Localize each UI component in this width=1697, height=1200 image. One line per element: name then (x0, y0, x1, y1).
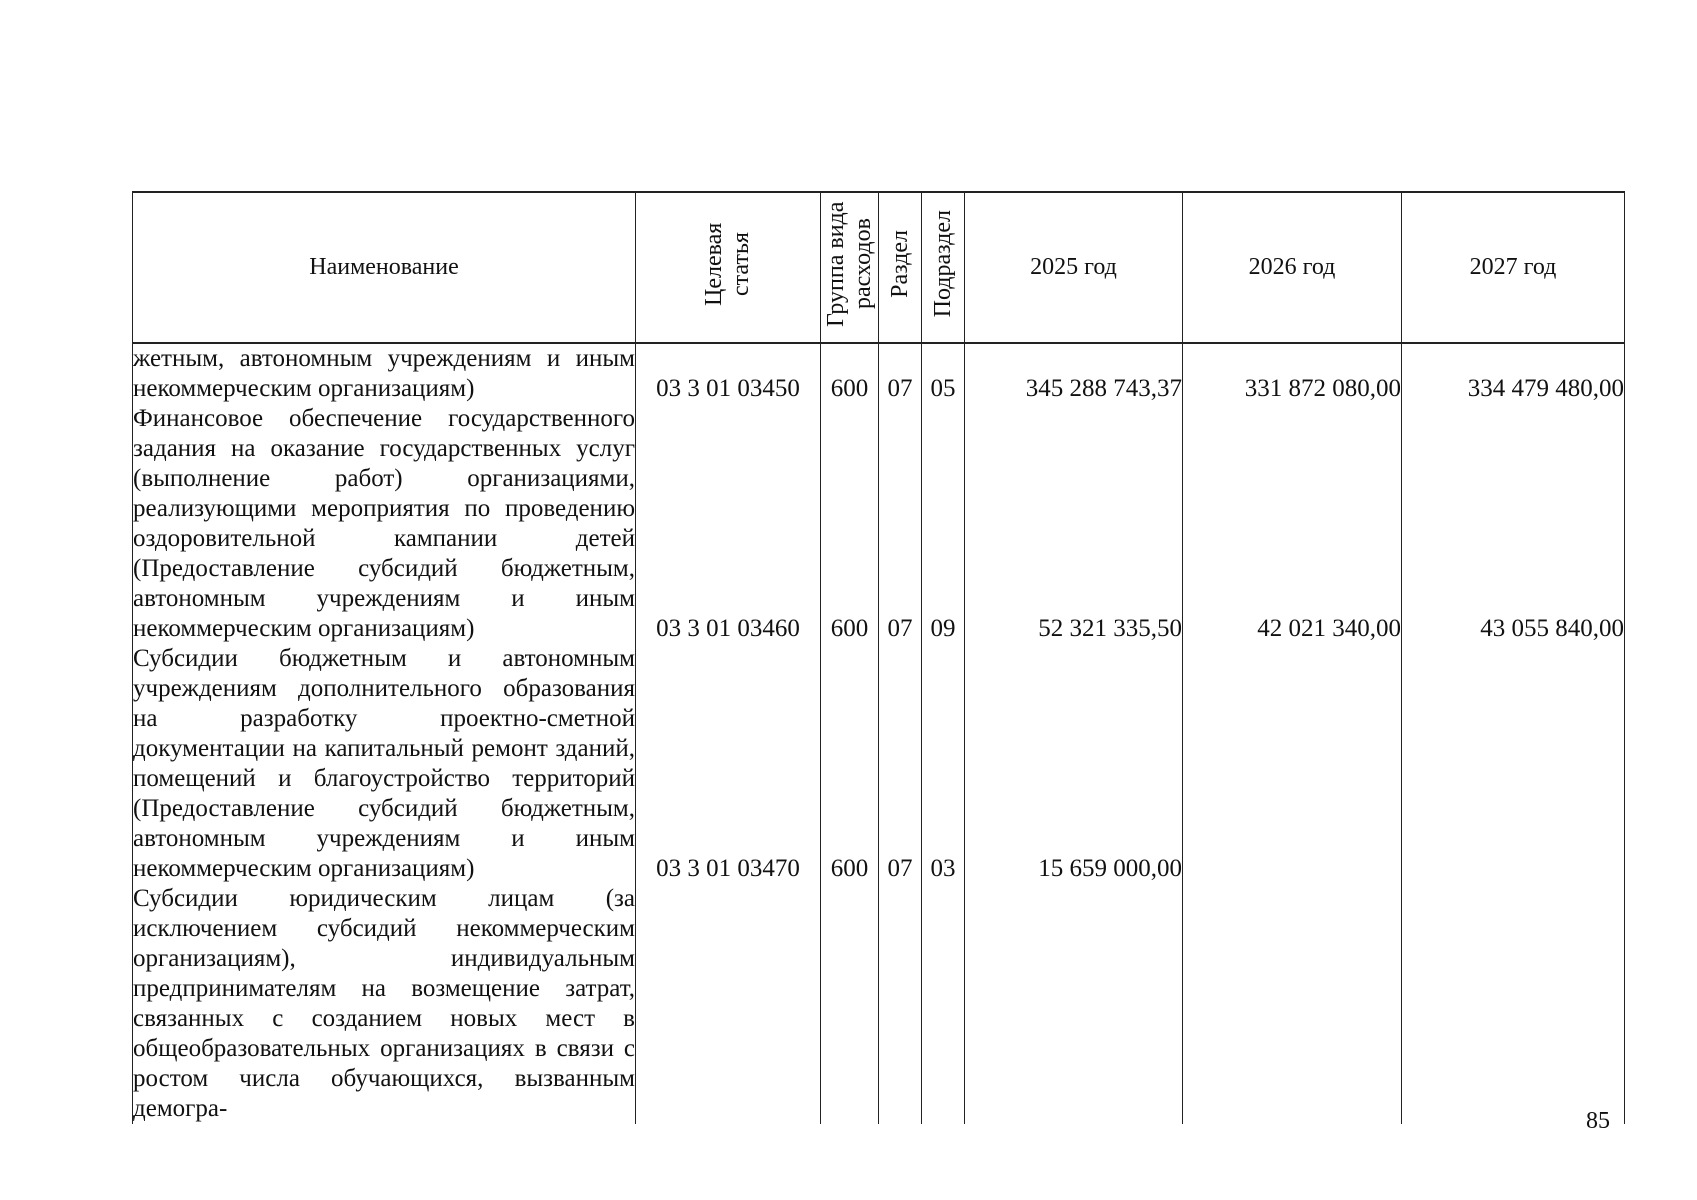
header-year-2026: 2026 год (1183, 192, 1402, 343)
row-name: жетным, автономным учреждениям и иным некоммерческим организациям) (133, 345, 635, 402)
table-row (133, 343, 1625, 404)
row-amount-2027 (1402, 884, 1625, 1124)
row-subsection: 05 (922, 343, 965, 404)
row-amount-2026: 42 021 340,00 (1183, 404, 1402, 644)
row-amount-2027: 43 055 840,00 (1402, 404, 1625, 644)
row-section (879, 884, 922, 1124)
row-target-article: 03 3 01 03450 (636, 343, 821, 404)
budget-table (132, 191, 1625, 1124)
row-amount-2027 (1402, 644, 1625, 884)
row-name: Субсидии бюджетным и автономным учреждениям дополнительного образования на разработку проектно-сметной документации на капитальный ремонт зданий, помещений и благоустройство территорий (Предоставление субсидий бюджетным, автономным учреждениям и иным некоммерческим организациям) (133, 645, 635, 882)
header-year-2027: 2027 год (1402, 192, 1625, 343)
row-subsection: 03 (922, 644, 965, 884)
row-section: 07 (879, 404, 922, 644)
row-amount-2026: 331 872 080,00 (1183, 343, 1402, 404)
row-name: Финансовое обеспечение государственного задания на оказание государственных услуг (выполнение работ) организациями, реализующими мероприятия по проведению оздоровительной кампании детей (Предоставление субсидий бюджетным, автономным учреждениям и иным некоммерческим организациям) (133, 405, 635, 642)
row-expense-group (821, 884, 879, 1124)
table-row (133, 644, 1625, 884)
header-target-article: Целевая статья (636, 192, 821, 343)
row-target-article: 03 3 01 03470 (636, 644, 821, 884)
row-amount-2026 (1183, 884, 1402, 1124)
row-expense-group: 600 (821, 343, 879, 404)
table-row (133, 404, 1625, 644)
header-name: Наименование (133, 192, 636, 343)
row-expense-group: 600 (821, 644, 879, 884)
header-section: Раздел (879, 192, 922, 343)
row-subsection (922, 884, 965, 1124)
row-amount-2025: 345 288 743,37 (965, 343, 1183, 404)
row-target-article: 03 3 01 03460 (636, 404, 821, 644)
row-amount-2026 (1183, 644, 1402, 884)
row-section: 07 (879, 343, 922, 404)
header-year-2025: 2025 год (965, 192, 1183, 343)
row-name: Субсидии юридическим лицам (за исключением субсидий некоммерческим организациям), индивидуальным предпринимателям на возмещение затрат, связанных с созданием новых мест в общеобразовательных организациях в связи с ростом числа обучающихся, вызванным демогра- (133, 885, 635, 1122)
row-amount-2027: 334 479 480,00 (1402, 343, 1625, 404)
row-amount-2025: 52 321 335,50 (965, 404, 1183, 644)
row-expense-group: 600 (821, 404, 879, 644)
row-section: 07 (879, 644, 922, 884)
page-number: 85 (1586, 1108, 1610, 1134)
header-expense-group: Группа вида расходов (821, 192, 879, 343)
table-row (133, 884, 1625, 1124)
row-target-article (636, 884, 821, 1124)
row-subsection: 09 (922, 404, 965, 644)
row-amount-2025 (965, 884, 1183, 1124)
table-header-row (133, 192, 1625, 343)
header-subsection: Подраздел (922, 192, 965, 343)
row-amount-2025: 15 659 000,00 (965, 644, 1183, 884)
